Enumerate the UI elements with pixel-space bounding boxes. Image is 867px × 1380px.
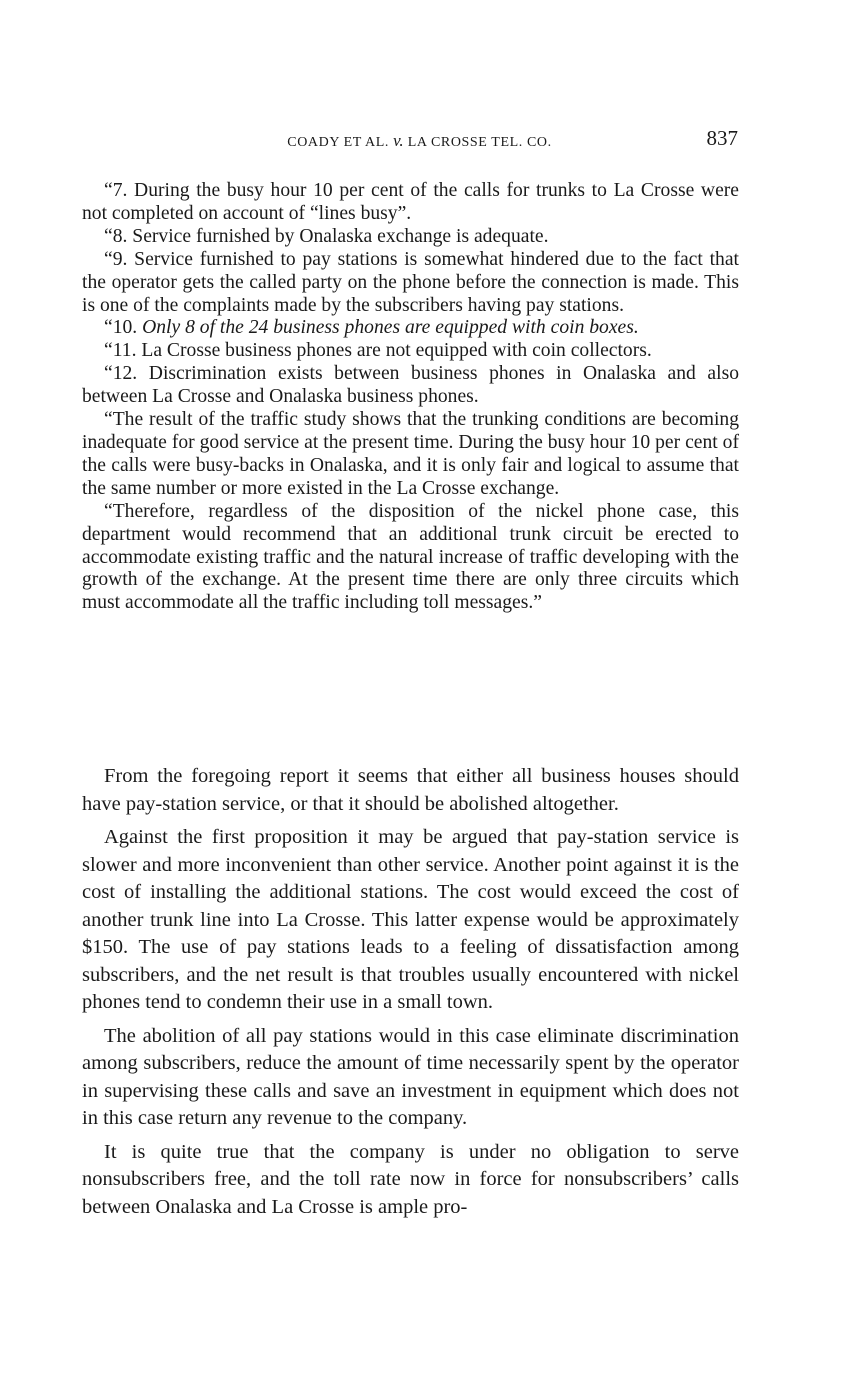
running-title-versus: v. <box>393 131 404 150</box>
opinion-text <box>82 763 739 1227</box>
opinion-paragraph-2: Against the first proposition it may be argued that pay-station service is slower and more inconvenient than other service. Another point against it is the cost of installing the additional stations. The cost would exceed the cost of another trunk line into La Crosse. This latter expense would be approximately $150. The use of pay stations leads to a feeling of dissatisfaction among subscribers, and the net result is that troubles usually encountered with nickel phones tend to condemn their use in a small town. <box>82 826 739 1013</box>
report-item-7: “7. During the busy hour 10 per cent of the calls for trunks to La Crosse were not completed on account of “lines busy”. <box>82 180 739 224</box>
page-number: 837 <box>706 126 738 150</box>
quoted-report <box>82 180 739 615</box>
report-item-11: “11. La Crosse business phones are not equipped with coin collectors. <box>104 340 652 362</box>
running-title <box>82 131 739 151</box>
report-item-9: “9. Service furnished to pay stations is somewhat hindered due to the fact that the operator gets the called party on the phone before the connection is made. This is one of the complaints made by the subscribers having pay stations. <box>82 248 739 316</box>
opinion-paragraph-3: The abolition of all pay stations would in this case eliminate discrimination among subscribers, reduce the amount of time necessarily spent by the operator in supervising these calls and save an investment in equipment which does not in this case return any revenue to the company. <box>82 1024 739 1129</box>
running-title-parties: COADY ET AL. <box>287 135 389 150</box>
report-item-12: “12. Discrimination exists between business phones in Onalaska and also between La Crosse and Onalaska business phones. <box>82 363 739 408</box>
report-result-paragraph: “The result of the traffic study shows that the trunking conditions are becoming inadequate for good service at the present time. During the busy hour 10 per cent of the calls were busy-backs in Onalaska, and it is only fair and logical to assume that the same number or more existed in the La Crosse exchange. <box>82 409 739 499</box>
report-item-10-text: Only 8 of the 24 business phones are equipped with coin boxes. <box>142 317 639 339</box>
running-title-defendant: LA CROSSE TEL. CO. <box>407 135 552 150</box>
running-head <box>82 126 739 154</box>
report-item-10 <box>82 317 739 340</box>
report-item-10-number: “10. <box>104 317 138 339</box>
document-page <box>82 0 739 1380</box>
report-recommendation-paragraph: “Therefore, regardless of the disposition of the nickel phone case, this department would recommend that an additional trunk circuit be erected to accommodate existing traffic and the natural increase of traffic developing with the growth of the exchange. At the present time there are only three circuits which must accommodate all the traffic including toll messages.” <box>82 500 739 614</box>
opinion-paragraph-4: It is quite true that the company is under no obligation to serve nonsubscribers free, and the toll rate now in force for nonsubscribers’ calls between Onalaska and La Crosse is ample pro- <box>82 1140 739 1218</box>
report-item-8: “8. Service furnished by Onalaska exchange is adequate. <box>104 225 549 247</box>
opinion-paragraph-1: From the foregoing report it seems that either all business houses should have pay-station service, or that it should be abolished altogether. <box>82 765 739 815</box>
